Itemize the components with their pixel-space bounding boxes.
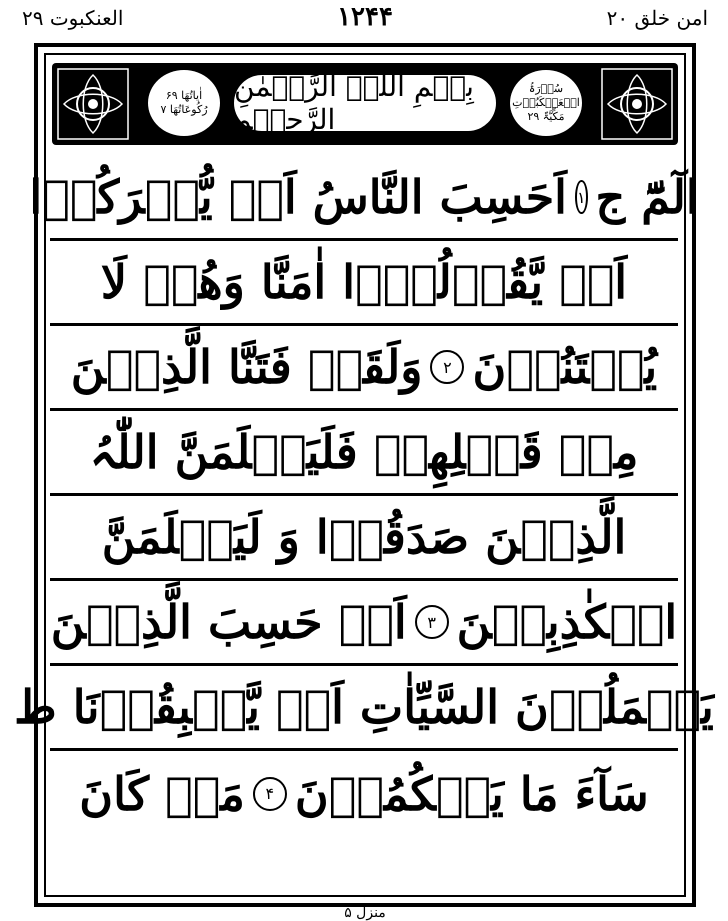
- ayah-number-marker: ۲: [430, 350, 464, 384]
- verse-lines: [14, 156, 714, 836]
- verse-line: [50, 496, 678, 581]
- bismillah-text: بِسۡمِ اللّٰہِ الرَّحۡمٰنِ الرَّحِیۡمِ: [234, 70, 474, 136]
- ayah-count: اٰیاتُھَا ۶۹: [165, 89, 203, 102]
- verse-line: [50, 241, 678, 326]
- surah-name-header: العنکبوت ۲۹: [22, 6, 124, 30]
- ruku-count: رُکُوعَاتُھَا ۷: [160, 103, 208, 116]
- running-head: [0, 2, 728, 36]
- surah-label: سُوۡرَۃُ: [528, 82, 564, 95]
- verse-text: اَمۡ حَسِبَ الَّذِیۡنَ: [50, 595, 407, 649]
- surah-title: الۡعَنۡکَبُوۡتِ: [512, 96, 580, 109]
- juz-name-header: امن خلق ۲۰: [606, 6, 708, 30]
- verse-text: یَعۡمَلُوۡنَ السَّیِّاٰتِ اَنۡ یَّسۡبِقُوۡنَا ط: [14, 680, 714, 734]
- surah-header: [52, 63, 678, 145]
- verse-text: الٓمّٓ ج: [595, 170, 699, 224]
- verse-text: الۡکٰذِبِیۡنَ: [456, 595, 678, 649]
- verse-line: [29, 156, 699, 241]
- floral-ornament-icon: [600, 67, 674, 141]
- verse-line: [50, 581, 678, 666]
- verse-text: الَّذِیۡنَ صَدَقُوۡا وَ لَیَعۡلَمَنَّ: [101, 510, 627, 564]
- verse-line: [14, 666, 714, 751]
- surah-origin: مَکِّیَّۃٌ ۲۹: [527, 110, 565, 123]
- verse-text: یُفۡتَنُوۡنَ: [472, 340, 658, 394]
- verse-line: [50, 326, 678, 411]
- verse-line: [50, 411, 678, 496]
- verse-text: وَلَقَدۡ فَتَنَّا الَّذِیۡنَ: [70, 340, 423, 394]
- surah-title-cartouche: [510, 70, 582, 136]
- verse-text: مَنۡ کَانَ: [79, 766, 245, 821]
- floral-ornament-icon: [56, 67, 130, 141]
- bismillah: [234, 70, 496, 136]
- ayah-number-marker: ۴: [253, 777, 287, 811]
- ayah-number-marker: ۱: [575, 180, 588, 214]
- verse-line: [50, 751, 678, 836]
- verse-text: اَحَسِبَ النَّاسُ اَنۡ یُّتۡرَکُوۡا: [29, 170, 567, 224]
- page-number: ۱۲۴۴: [337, 2, 393, 32]
- verse-text: اَنۡ یَّقُوۡلُوۡۤا اٰمَنَّا وَھُمۡ لَا: [100, 255, 628, 309]
- ayah-number-marker: ۳: [415, 605, 449, 639]
- verse-text: مِنۡ قَبۡلِھِمۡ فَلَیَعۡلَمَنَّ اللّٰہُ: [89, 425, 639, 479]
- ayah-count-cartouche: [148, 70, 220, 136]
- verse-text: سَآءَ مَا یَحۡکُمُوۡنَ: [294, 766, 649, 821]
- manzil-footer: منزل ۵: [344, 905, 386, 921]
